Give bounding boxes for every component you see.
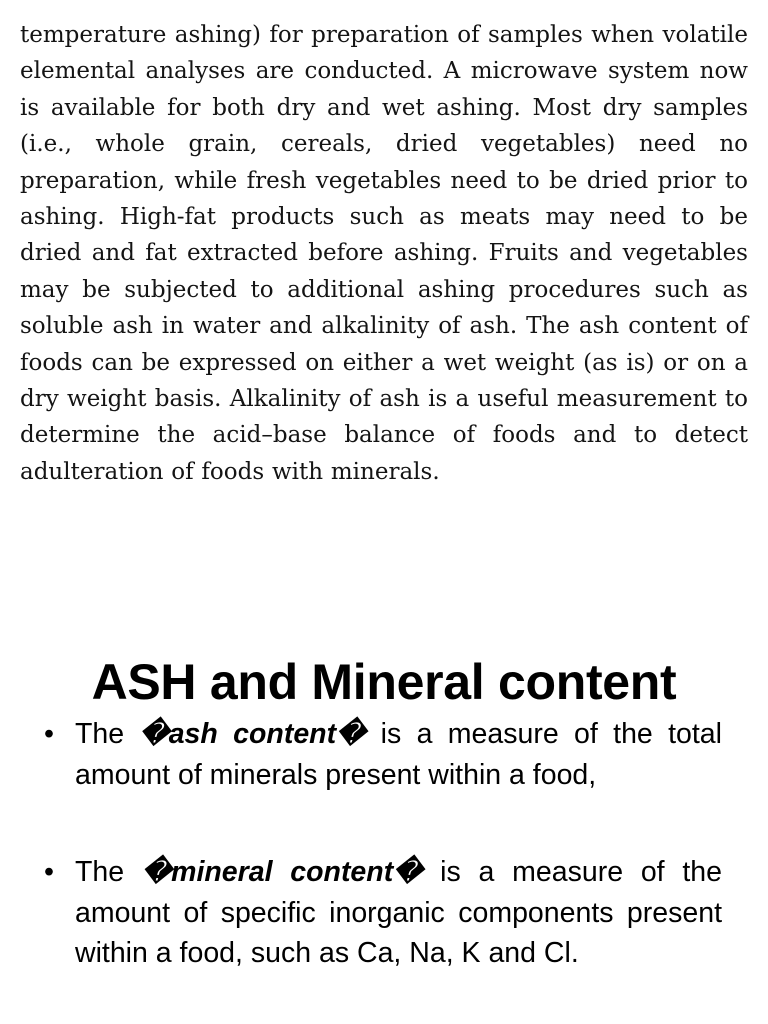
excerpt-paragraph: temperature ashing) for preparation of samples when volatile elemental analyses are conducted. A microwave system now is available for both dry and wet ashing. Most dry samples (i.e., whole grain, cereals, dried vegetables) need no preparation, while fresh vegetables need to be dried prior to ashing. High-fat products such as meats may need to be dried and fat extracted before ashing. Fruits and vegetables may be subjected to additional ashing procedures such as soluble ash in water and alkalinity of ash. The ash content of foods can be expressed on either a wet weight (as is) or on a dry weight basis. Alkalinity of ash is a useful measurement to determine the acid–base balance of foods and to detect adulteration of foods with minerals. xyxy=(20,22,748,485)
term-mineral-content: �mineral content� xyxy=(141,856,423,888)
bullet-list xyxy=(44,714,722,974)
bullet-text: is a measure of the total amount of minerals present within a food, xyxy=(75,718,722,791)
bullet-ash-content xyxy=(44,714,722,795)
term-ash-content: �ash content� xyxy=(139,718,366,750)
bullet-mineral-content xyxy=(44,852,722,974)
bullet-prefix: The xyxy=(75,718,140,750)
bullet-marker: • xyxy=(44,718,54,750)
bullet-prefix: The xyxy=(75,856,142,888)
bullet-text: is a measure of the amount of specific inorganic components present within a food, such as Ca, Na, K and Cl. xyxy=(75,856,722,969)
bullet-marker: • xyxy=(44,856,54,888)
slide-title: ASH and Mineral content xyxy=(91,653,677,710)
